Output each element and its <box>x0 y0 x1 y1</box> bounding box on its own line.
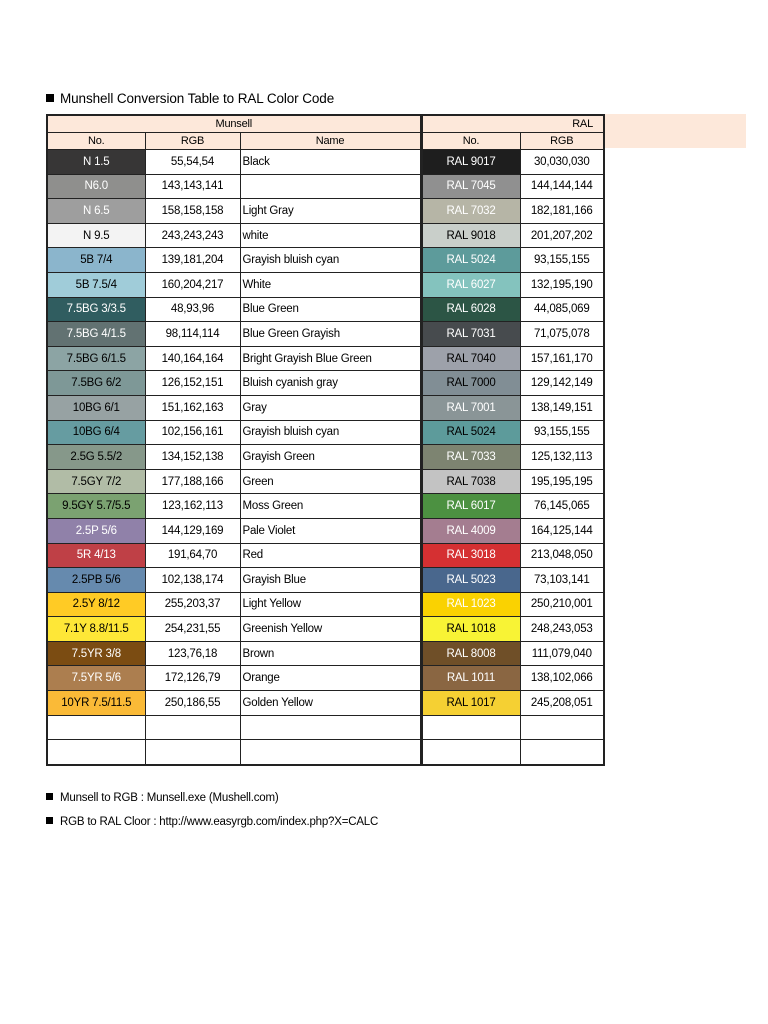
ral-no-cell: RAL 8008 <box>421 641 520 666</box>
munsell-rgb-cell: 160,204,217 <box>145 272 240 297</box>
munsell-name-cell: Grayish bluish cyan <box>240 248 421 273</box>
munsell-rgb-header: RGB <box>145 133 240 150</box>
munsell-rgb-cell: 191,64,70 <box>145 543 240 568</box>
munsell-no-cell <box>47 740 145 765</box>
table-row <box>47 445 604 470</box>
ral-no-cell: RAL 5024 <box>421 420 520 445</box>
munsell-name-cell <box>240 740 421 765</box>
ral-no-cell <box>421 715 520 740</box>
ral-rgb-cell: 111,079,040 <box>520 641 604 666</box>
munsell-no-cell: 2.5P 5/6 <box>47 518 145 543</box>
ral-no-cell: RAL 7038 <box>421 469 520 494</box>
munsell-no-cell: 7.1Y 8.8/11.5 <box>47 617 145 642</box>
munsell-rgb-cell: 134,152,138 <box>145 445 240 470</box>
table-row <box>47 223 604 248</box>
munsell-no-cell: 7.5YR 5/6 <box>47 666 145 691</box>
munsell-rgb-cell: 140,164,164 <box>145 346 240 371</box>
empty-row <box>47 740 604 765</box>
ral-no-cell: RAL 6017 <box>421 494 520 519</box>
table-row <box>47 469 604 494</box>
note-text: RGB to RAL Cloor : http://www.easyrgb.com/index.php?X=CALC <box>60 816 379 828</box>
ral-rgb-cell: 44,085,069 <box>520 297 604 322</box>
ral-rgb-cell: 30,030,030 <box>520 150 604 175</box>
ral-no-cell: RAL 7000 <box>421 371 520 396</box>
page-title-text: Munshell Conversion Table to RAL Color Code <box>60 91 335 106</box>
ral-no-cell: RAL 7001 <box>421 395 520 420</box>
ral-rgb-cell: 195,195,195 <box>520 469 604 494</box>
ral-rgb-cell <box>520 715 604 740</box>
munsell-no-cell: 7.5BG 6/2 <box>47 371 145 396</box>
munsell-name-cell: Golden Yellow <box>240 691 421 716</box>
ral-rgb-cell: 144,144,144 <box>520 174 604 199</box>
munsell-no-cell: 9.5GY 5.7/5.5 <box>47 494 145 519</box>
munsell-rgb-cell: 48,93,96 <box>145 297 240 322</box>
ral-group-header: RAL <box>421 115 604 133</box>
table-row <box>47 641 604 666</box>
ral-rgb-cell: 250,210,001 <box>520 592 604 617</box>
munsell-name-cell <box>240 715 421 740</box>
ral-rgb-cell: 71,075,078 <box>520 322 604 347</box>
munsell-rgb-cell: 126,152,151 <box>145 371 240 396</box>
munsell-no-cell: 10YR 7.5/11.5 <box>47 691 145 716</box>
page-title <box>46 91 334 106</box>
ral-no-cell: RAL 6027 <box>421 272 520 297</box>
munsell-no-cell: N 1.5 <box>47 150 145 175</box>
ral-no-cell: RAL 9017 <box>421 150 520 175</box>
table-row <box>47 420 604 445</box>
munsell-name-cell: Moss Green <box>240 494 421 519</box>
ral-no-cell: RAL 1011 <box>421 666 520 691</box>
munsell-rgb-cell <box>145 740 240 765</box>
ral-rgb-cell: 245,208,051 <box>520 691 604 716</box>
ral-rgb-cell: 138,102,066 <box>520 666 604 691</box>
munsell-name-cell <box>240 174 421 199</box>
ral-no-cell: RAL 4009 <box>421 518 520 543</box>
munsell-name-cell: Grayish Green <box>240 445 421 470</box>
ral-no-cell: RAL 6028 <box>421 297 520 322</box>
munsell-name-cell: Orange <box>240 666 421 691</box>
munsell-rgb-cell: 254,231,55 <box>145 617 240 642</box>
munsell-rgb-cell: 143,143,141 <box>145 174 240 199</box>
table-row <box>47 494 604 519</box>
munsell-rgb-cell: 158,158,158 <box>145 199 240 224</box>
ral-no-cell: RAL 1018 <box>421 617 520 642</box>
empty-row <box>47 715 604 740</box>
square-bullet-icon <box>46 793 53 800</box>
munsell-no-cell: 10BG 6/4 <box>47 420 145 445</box>
ral-rgb-cell: 93,155,155 <box>520 248 604 273</box>
ral-no-cell: RAL 7040 <box>421 346 520 371</box>
munsell-no-cell: 7.5BG 6/1.5 <box>47 346 145 371</box>
ral-rgb-cell: 129,142,149 <box>520 371 604 396</box>
munsell-no-cell <box>47 715 145 740</box>
ral-no-cell <box>421 740 520 765</box>
munsell-no-cell: 2.5Y 8/12 <box>47 592 145 617</box>
ral-rgb-cell: 73,103,141 <box>520 568 604 593</box>
munsell-name-cell: Blue Green Grayish <box>240 322 421 347</box>
ral-no-header: No. <box>421 133 520 150</box>
munsell-no-cell: 7.5BG 4/1.5 <box>47 322 145 347</box>
column-header-row <box>47 133 604 150</box>
munsell-no-cell: 5B 7/4 <box>47 248 145 273</box>
ral-rgb-cell: 164,125,144 <box>520 518 604 543</box>
table-row <box>47 297 604 322</box>
ral-rgb-cell: 125,132,113 <box>520 445 604 470</box>
table-row <box>47 518 604 543</box>
munsell-rgb-cell: 255,203,37 <box>145 592 240 617</box>
munsell-no-cell: 2.5G 5.5/2 <box>47 445 145 470</box>
munsell-name-header: Name <box>240 133 421 150</box>
note-munsell-source <box>46 792 278 804</box>
munsell-no-cell: 7.5GY 7/2 <box>47 469 145 494</box>
munsell-rgb-cell: 102,156,161 <box>145 420 240 445</box>
munsell-no-cell: 5R 4/13 <box>47 543 145 568</box>
table-row <box>47 199 604 224</box>
munsell-no-cell: 5B 7.5/4 <box>47 272 145 297</box>
header-band-extension <box>603 114 746 148</box>
munsell-name-cell: Grayish Blue <box>240 568 421 593</box>
table-row <box>47 322 604 347</box>
table-row <box>47 568 604 593</box>
munsell-name-cell: white <box>240 223 421 248</box>
munsell-name-cell: Brown <box>240 641 421 666</box>
munsell-name-cell: Green <box>240 469 421 494</box>
ral-rgb-cell <box>520 740 604 765</box>
munsell-rgb-cell: 123,76,18 <box>145 641 240 666</box>
ral-rgb-cell: 93,155,155 <box>520 420 604 445</box>
munsell-no-cell: N 6.5 <box>47 199 145 224</box>
table-row <box>47 666 604 691</box>
square-bullet-icon <box>46 817 53 824</box>
ral-rgb-cell: 132,195,190 <box>520 272 604 297</box>
ral-no-cell: RAL 7032 <box>421 199 520 224</box>
square-bullet-icon <box>46 94 54 102</box>
munsell-no-cell: 10BG 6/1 <box>47 395 145 420</box>
munsell-rgb-cell: 243,243,243 <box>145 223 240 248</box>
table-row <box>47 592 604 617</box>
ral-rgb-cell: 157,161,170 <box>520 346 604 371</box>
ral-rgb-cell: 213,048,050 <box>520 543 604 568</box>
munsell-name-cell: Bright Grayish Blue Green <box>240 346 421 371</box>
munsell-no-cell: 7.5BG 3/3.5 <box>47 297 145 322</box>
munsell-no-cell: 7.5YR 3/8 <box>47 641 145 666</box>
munsell-rgb-cell: 151,162,163 <box>145 395 240 420</box>
munsell-rgb-cell: 177,188,166 <box>145 469 240 494</box>
munsell-no-cell: N 9.5 <box>47 223 145 248</box>
munsell-rgb-cell: 144,129,169 <box>145 518 240 543</box>
munsell-rgb-cell <box>145 715 240 740</box>
munsell-no-cell: N6.0 <box>47 174 145 199</box>
table-row <box>47 174 604 199</box>
munsell-rgb-cell: 250,186,55 <box>145 691 240 716</box>
table-row <box>47 272 604 297</box>
ral-no-cell: RAL 5023 <box>421 568 520 593</box>
munsell-name-cell: Blue Green <box>240 297 421 322</box>
munsell-no-header: No. <box>47 133 145 150</box>
table-row <box>47 150 604 175</box>
ral-rgb-cell: 76,145,065 <box>520 494 604 519</box>
munsell-rgb-cell: 139,181,204 <box>145 248 240 273</box>
note-ral-source <box>46 816 378 828</box>
ral-rgb-cell: 201,207,202 <box>520 223 604 248</box>
table-row <box>47 395 604 420</box>
munsell-name-cell: Greenish Yellow <box>240 617 421 642</box>
ral-rgb-cell: 138,149,151 <box>520 395 604 420</box>
munsell-rgb-cell: 172,126,79 <box>145 666 240 691</box>
table-body <box>47 150 604 765</box>
munsell-rgb-cell: 55,54,54 <box>145 150 240 175</box>
table-row <box>47 691 604 716</box>
munsell-name-cell: Gray <box>240 395 421 420</box>
munsell-rgb-cell: 98,114,114 <box>145 322 240 347</box>
munsell-no-cell: 2.5PB 5/6 <box>47 568 145 593</box>
munsell-name-cell: White <box>240 272 421 297</box>
munsell-name-cell: Red <box>240 543 421 568</box>
ral-rgb-header: RGB <box>520 133 604 150</box>
munsell-name-cell: Grayish bluish cyan <box>240 420 421 445</box>
munsell-name-cell: Bluish cyanish gray <box>240 371 421 396</box>
ral-no-cell: RAL 7031 <box>421 322 520 347</box>
munsell-name-cell: Black <box>240 150 421 175</box>
ral-no-cell: RAL 1017 <box>421 691 520 716</box>
conversion-table <box>46 114 605 766</box>
table-row <box>47 248 604 273</box>
ral-no-cell: RAL 7045 <box>421 174 520 199</box>
group-header-row <box>47 115 604 133</box>
ral-rgb-cell: 248,243,053 <box>520 617 604 642</box>
ral-no-cell: RAL 3018 <box>421 543 520 568</box>
munsell-group-header: Munsell <box>47 115 421 133</box>
munsell-rgb-cell: 102,138,174 <box>145 568 240 593</box>
ral-no-cell: RAL 1023 <box>421 592 520 617</box>
table-row <box>47 346 604 371</box>
munsell-rgb-cell: 123,162,113 <box>145 494 240 519</box>
table-row <box>47 617 604 642</box>
munsell-name-cell: Light Yellow <box>240 592 421 617</box>
table-row <box>47 371 604 396</box>
ral-no-cell: RAL 5024 <box>421 248 520 273</box>
ral-rgb-cell: 182,181,166 <box>520 199 604 224</box>
note-text: Munsell to RGB : Munsell.exe (Mushell.com) <box>60 792 279 804</box>
ral-no-cell: RAL 9018 <box>421 223 520 248</box>
ral-no-cell: RAL 7033 <box>421 445 520 470</box>
munsell-name-cell: Light Gray <box>240 199 421 224</box>
munsell-name-cell: Pale Violet <box>240 518 421 543</box>
table-row <box>47 543 604 568</box>
